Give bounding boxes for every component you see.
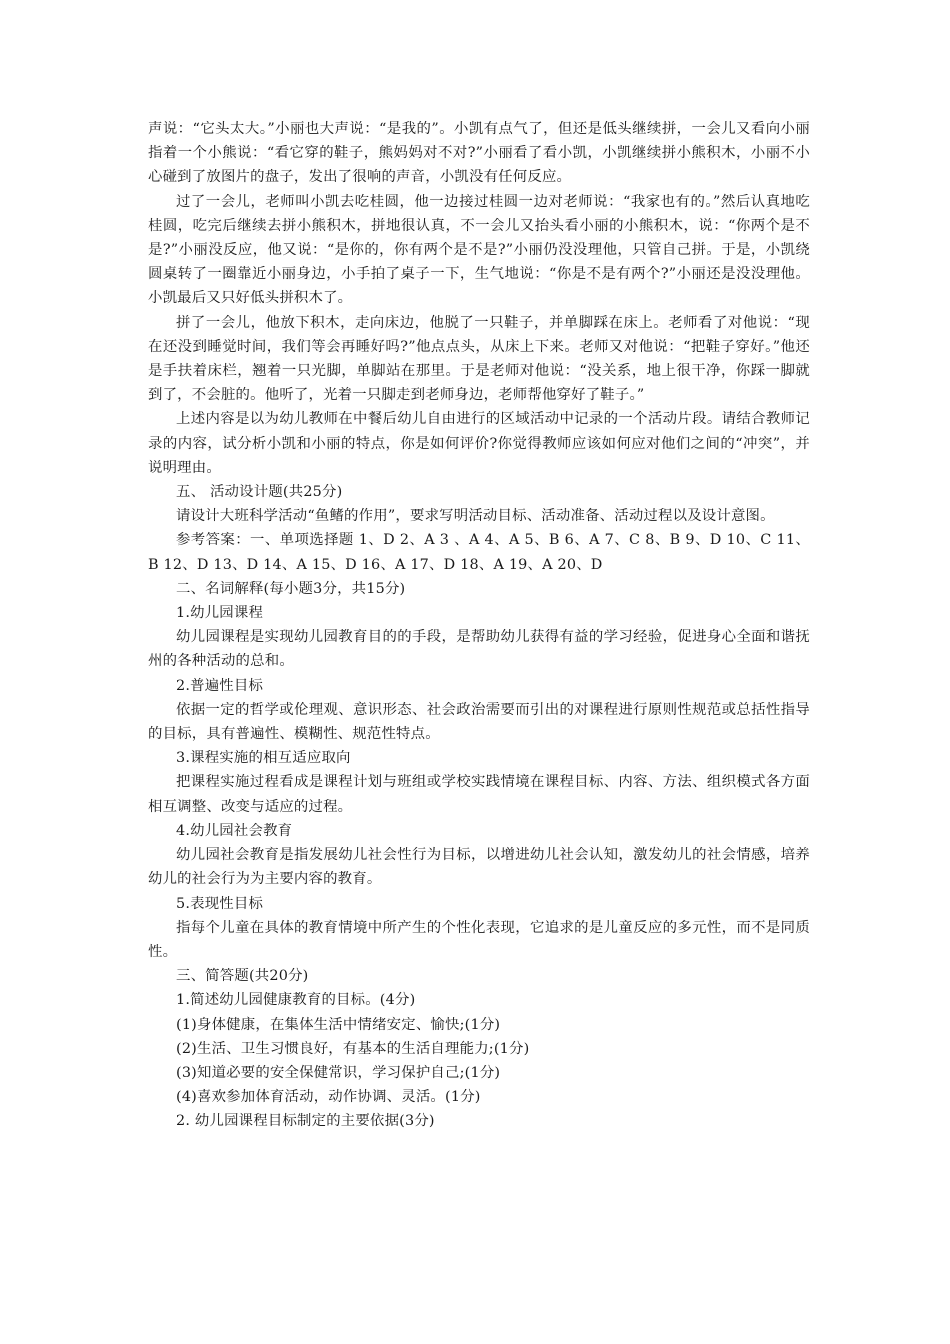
- question-2-title: 2. 幼儿园课程目标制定的主要依据(3分): [176, 1113, 435, 1130]
- answer-item-4: (4)喜欢参加体育活动，动作协调、灵活。(1分): [176, 1089, 481, 1106]
- term-definition-4: 幼儿园社会教育是指发展幼儿社会性行为目标，以增进幼儿社会认知，激发幼儿的社会情感，培养幼儿的社会行为为主要内容的教育。: [148, 847, 810, 888]
- section-heading-activity-design: 五、 活动设计题(共25分): [176, 484, 343, 501]
- term-title-5: 5.表现性目标: [176, 895, 264, 912]
- answer-item-3: (3)知道必要的安全保健常识，学习保护自己;(1分): [176, 1064, 501, 1081]
- term-title-1: 1.幼儿园课程: [176, 605, 264, 622]
- term-definition-2: 依据一定的哲学或伦理观、意识形态、社会政治需要而引出的对课程进行原则性规范或总括性指导的目标，具有普遍性、模糊性、规范性特点。: [148, 701, 810, 743]
- answer-item-1: (1)身体健康，在集体生活中情绪安定、愉快;(1分): [176, 1016, 501, 1033]
- paragraph-story-shoe: 拼了一会儿，他放下积木，走向床边，他脱了一只鞋子，并单脚踩在床上。老师看了对他说：“现在还没到睡觉时间，我们等会再睡好吗?”他点点头，从床上下来。老师又对他说：“把鞋子穿好。”他还是手扶着床栏，翘着一只光脚，单脚站在那里。于是老师对他说：“没关系，地上很干净，你踩一脚就到了，不会脏的。他听了，光着一只脚走到老师身边，老师帮他穿好了鞋子。”: [148, 314, 810, 404]
- term-title-2: 2.普遍性目标: [176, 677, 264, 694]
- paragraph-story-continued: 声说：“它头太大。”小丽也大声说：“是我的”。小凯有点气了，但还是低头继续拼，一会儿又看向小丽指着一个小熊说：“看它穿的鞋子，熊妈妈对不对?”小丽看了看小凯，小凯继续拼小熊积木，小丽不小心碰到了放图片的盘子，发出了很响的声音，小凯没有任何反应。: [148, 121, 810, 186]
- term-definition-5: 指每个儿童在具体的教育情境中所产生的个性化表现，它追求的是儿童反应的多元性，而不是同质性。: [148, 919, 810, 960]
- term-title-3: 3.课程实施的相互适应取向: [176, 750, 351, 767]
- term-title-4: 4.幼儿园社会教育: [176, 822, 293, 839]
- answer-item-2: (2)生活、卫生习惯良好，有基本的生活自理能力;(1分): [176, 1040, 530, 1057]
- paragraph-story-longan: 过了一会儿，老师叫小凯去吃桂圆，他一边接过桂圆一边对老师说：“我家也有的。”然后认真地吃桂圆，吃完后继续去拼小熊积木，拼地很认真，不一会儿又抬头看小丽的小熊积木，说：“你两个是不是?”小丽没反应，他又说：“是你的，你有两个是不是?”小丽仍没没理他，只管自己拼。于是，小凯绕圆桌转了一圈靠近小丽身边，小手拍了桌子一下，生气地说：“你是不是有两个?”小丽还是没没理他。小凯最后又只好低头拼积木了。: [148, 193, 810, 307]
- paragraph-question-prompt: 上述内容是以为幼儿教师在中餐后幼儿自由进行的区域活动中记录的一个活动片段。请结合教师记录的内容，试分析小凯和小丽的特点，你是如何评价?你觉得教师应该如何应对他们之间的“冲突”，并说明理由。: [148, 411, 810, 476]
- paragraph-answer-key-choices: 参考答案：一、单项选择题 1、D 2、A 3 、A 4、A 5、B 6、A 7、C 8、B 9、D 10、C 11、B 12、D 13、D 14、A 15、D 16、A 17、D 18、A 19、A 20、D: [148, 532, 810, 573]
- section-heading-short-answer: 三、简答题(共20分): [176, 968, 309, 985]
- term-definition-1: 幼儿园课程是实现幼儿园教育目的的手段，是帮助幼儿获得有益的学习经验，促进身心全面和谐抚州的各种活动的总和。: [148, 629, 810, 670]
- question-1-title: 1.简述幼儿园健康教育的目标。(4分): [176, 992, 416, 1009]
- paragraph-activity-design-task: 请设计大班科学活动“鱼鳍的作用”，要求写明活动目标、活动准备、活动过程以及设计意图。: [176, 508, 775, 525]
- section-heading-terms: 二、名词解释(每小题3分，共15分): [176, 580, 406, 597]
- term-definition-3: 把课程实施过程看成是课程计划与班组或学校实践情境在课程目标、内容、方法、组织模式各方面相互调整、改变与适应的过程。: [148, 774, 810, 815]
